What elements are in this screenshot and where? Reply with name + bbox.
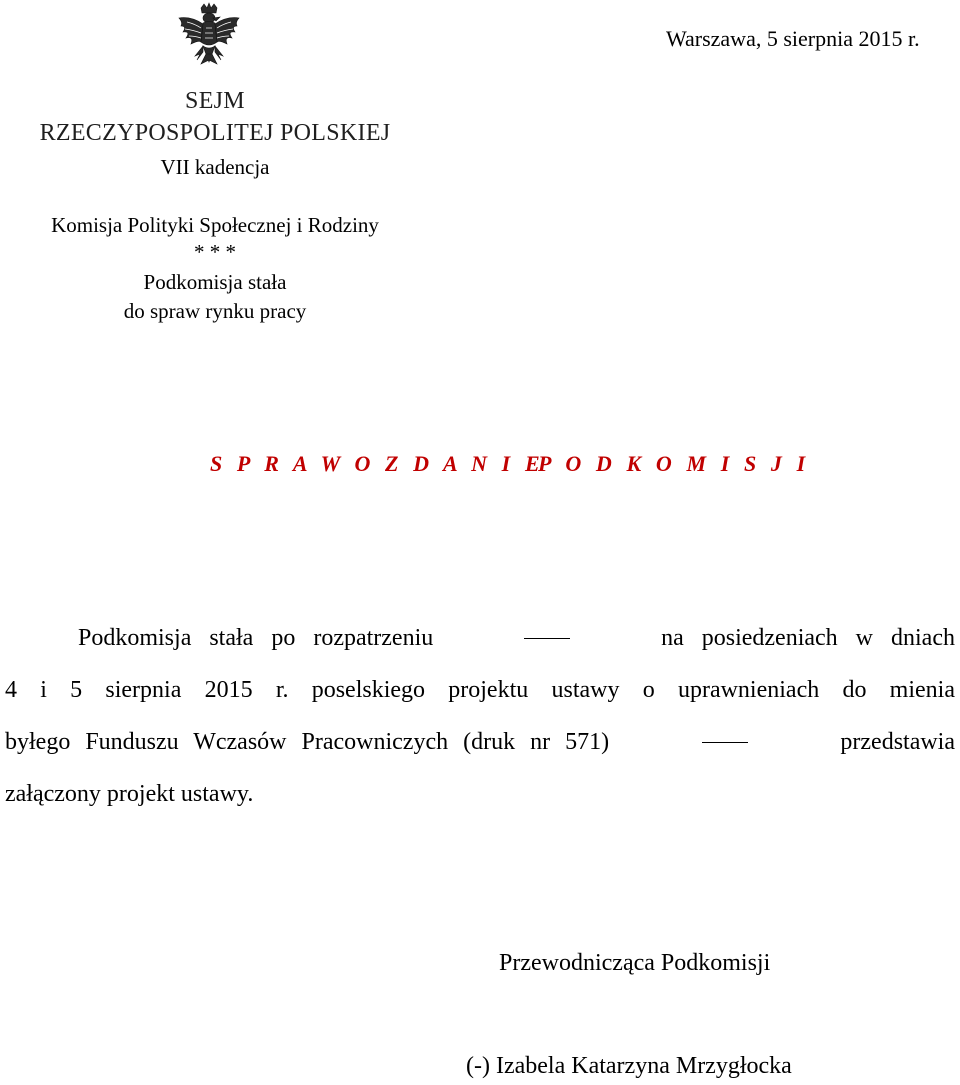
body-line-1 <box>78 625 955 652</box>
signature-role: Przewodnicząca Podkomisji <box>499 950 771 976</box>
body-line-1-end: na posiedzeniach w dniach <box>661 625 955 651</box>
header-sejm: SEJM <box>185 88 245 114</box>
document-title-part2: P O D K O M I S J I <box>538 451 810 476</box>
header-commission: Komisja Polityki Społecznej i Rodziny <box>51 213 379 237</box>
body-line-3-end: przedstawia <box>840 729 955 755</box>
body-line-4: załączony projekt ustawy. <box>5 781 254 807</box>
header-subcommittee-line2: do spraw rynku pracy <box>123 299 307 323</box>
document-title-part1: S P R A W O Z D A N I E <box>210 451 545 476</box>
em-dash <box>524 638 570 639</box>
header-subcommittee-line1: Podkomisja stała <box>143 270 287 294</box>
signature-name: (-) Izabela Katarzyna Mrzygłocka <box>466 1053 792 1079</box>
header-term: VII kadencja <box>160 155 270 179</box>
body-line-2: 4 i 5 sierpnia 2015 r. poselskiego projektu ustawy o uprawnieniach do mienia <box>5 677 955 703</box>
document-date: Warszawa, 5 sierpnia 2015 r. <box>666 26 920 51</box>
body-line-3 <box>5 729 955 756</box>
polish-eagle-emblem-icon <box>173 2 245 82</box>
body-line-3-start: byłego Funduszu Wczasów Pracowniczych (druk nr 571) <box>5 729 610 755</box>
header-republic: RZECZYPOSPOLITEJ POLSKIEJ <box>39 120 391 146</box>
em-dash <box>702 742 748 743</box>
body-line-1-start: Podkomisja stała po rozpatrzeniu <box>78 625 434 651</box>
header-separator: * * * <box>194 240 236 264</box>
